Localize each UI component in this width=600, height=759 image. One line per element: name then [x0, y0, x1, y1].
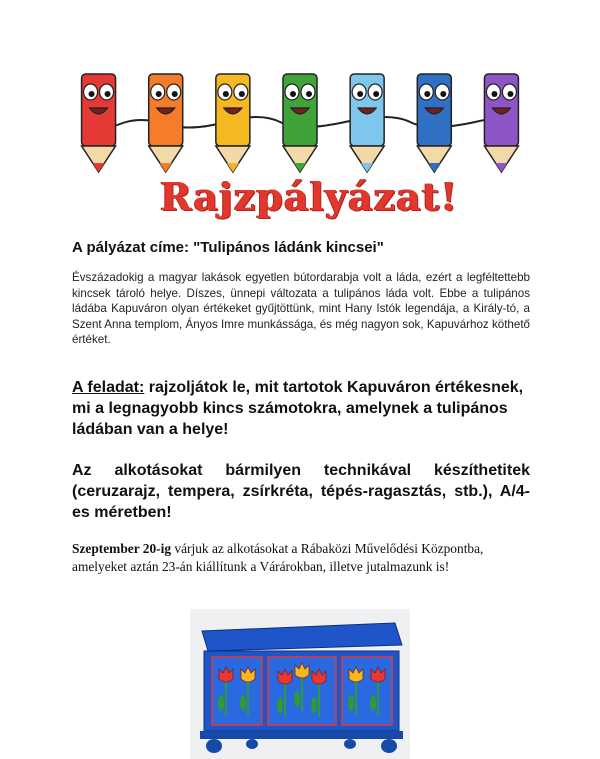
- pencil-character: [350, 74, 384, 172]
- task-paragraph: [72, 377, 530, 440]
- task-label: A feladat:: [72, 379, 145, 396]
- contest-banner-title: Rajzpályázat!: [160, 174, 459, 219]
- pencil-character: [216, 74, 250, 172]
- task-text: rajzoljátok le, mit tartotok Kapuváron értékesnek, mi a legnagyobb kincs számotokra, amelynek a tulipános ládában van a helye!: [72, 379, 524, 438]
- pencil-character: [484, 74, 518, 172]
- pencil-character: [417, 74, 451, 172]
- deadline-paragraph: [72, 540, 530, 576]
- intro-paragraph: Évszázadokig a magyar lakások egyetlen bútordarabja volt a láda, ezért a legféltettebb kincsek tároló helye. Díszes, ünnepi változata a tulipános láda volt. Ebbe a tulipános ládába Kapuváron olyan értékeket gyűjtöttünk, mint Hany Istók legendája, a Király-tó, a Szent Anna templom, Ányos Imre munkássága, és még nagyon sok, Kapuvárhoz köthető értéket.: [72, 271, 530, 346]
- techniques-paragraph: Az alkotásokat bármilyen technikával készíthetitek (ceruzarajz, tempera, zsírkréta, tépés-ragasztás, stb.), A/4-es méretben!: [72, 462, 530, 521]
- deadline-date: Szeptember 20-ig: [72, 541, 172, 556]
- pencil-character: [283, 74, 317, 172]
- contest-title-heading: A pályázat címe: "Tulipános ládánk kincsei": [72, 239, 384, 256]
- pencil-character: [149, 74, 183, 172]
- tulip-chest-photo: [190, 609, 410, 759]
- pencil-character: [82, 74, 116, 172]
- deadline-text: várjuk az alkotásokat a Rábaközi Művelődési Központba, amelyeket aztán 23-án kiállítunk a Várárokban, illetve jutalmazunk is!: [72, 541, 484, 574]
- header-illustration: [65, 62, 535, 222]
- pencil-characters-illustration: [65, 62, 535, 180]
